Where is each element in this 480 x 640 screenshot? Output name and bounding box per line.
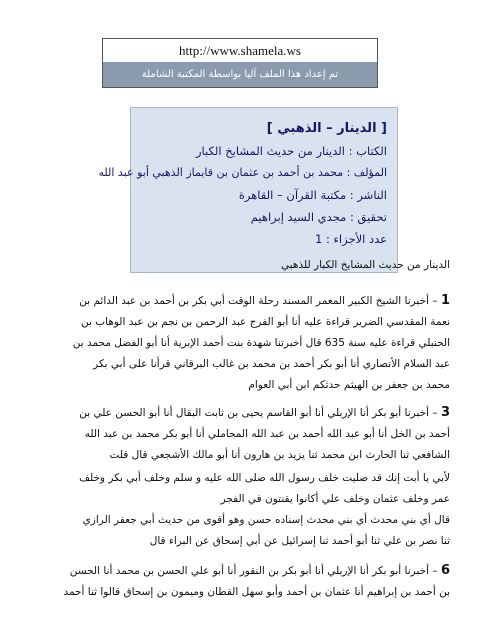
hadith-number: 6 <box>440 563 450 578</box>
paragraph-line: 6 – أخبرنا أبو بكر أنا الإربلي أنا أبو بكر بن النقور أنا أبو علي الحسن بن محمد أنا الحسن <box>69 563 450 578</box>
paragraph-1 <box>30 290 450 396</box>
book-author: المؤلف : محمد بن أحمد بن عثمان بن قايماز الذهبي أبو عبد الله <box>98 166 387 179</box>
paragraph-continuation <box>30 468 450 552</box>
body-heading: الدينار من حديث المشايخ الكبار للذهبي <box>281 259 450 271</box>
paragraph-line: عبد السلام الأنصاري أنا أبو بكر أحمد بن محمد بن غالب البرقاني قرأنا على أبي بكر <box>93 358 450 370</box>
book-editor: تحقيق : مجدي السيد إبراهيم <box>250 210 387 224</box>
paragraph-line: لأبي يا أبت إنك قد صليت خلف رسول الله صلى الله عليه و سلم وخلف أبي بكر وخلف <box>79 472 450 484</box>
paragraph-6 <box>30 560 450 603</box>
paragraph-line: نعمة المقدسي الضرير قراءة عليه أنا أبو الفرج عبد الرحمن بن نجم بن عبد الوهاب بن <box>80 316 450 328</box>
paragraph-line: الشافعي ثنا الحارث ابن محمد ثنا يزيد بن هارون أنا أبو مالك الأشجعي قال قلت <box>109 449 450 461</box>
paragraph-line: بن أحمد بن إبراهيم أنا عثمان بن أحمد وأبو سهل القطان وميمون بن إسحاق قالوا ثنا أحمد <box>63 586 450 598</box>
paragraph-line: 1 – أخبرنا الشيخ الكبير المعمر المسند رحلة الوقت أبي بكر بن أحمد بن عبد الدائم بن <box>79 293 450 308</box>
header-banner: تم إعداد هذا الملف آليا بواسطة المكتبة الشاملة <box>103 62 377 87</box>
hadith-number: 1 <box>440 293 450 308</box>
header-box <box>102 38 378 88</box>
body-heading-block <box>30 255 450 276</box>
paragraph-line: الحنبلي قراءة عليه سنة 635 قال أخبرتنا شهدة بنت أحمد الإبرية أنا أبو الفضل محمد بن <box>72 337 450 349</box>
paragraph-line: عمر وخلف عثمان وخلف علي أكانوا يقنتون في الفجر <box>220 493 450 505</box>
paragraph-line: محمد بن جعفر بن الهيثم حدثكم ابن أبي العوام <box>248 379 450 391</box>
paragraph-line: قال أي بني محدث أي بني محدث إسناده حسن وهو أقوى من حديث أبي جعفر الرازي <box>82 514 450 526</box>
paragraph-line: 3 – أخبرنا أبو بكر أنا الإربلي أنا أبو القاسم يحيى بن ثابت البقال أنا أبو الحسن علي بن <box>79 405 450 420</box>
book-volumes: عدد الأجزاء : 1 <box>315 232 387 246</box>
paragraph-line: ثنا نصر بن علي ثنا أبو أحمد ثنا إسرائيل عن أبي إسحاق عن البراء قال <box>149 535 450 547</box>
hadith-number: 3 <box>440 405 450 420</box>
book-title: [ الدينار – الذهبي ] <box>266 121 387 136</box>
book-info-box <box>98 107 398 273</box>
site-url[interactable]: http://www.shamela.ws <box>179 43 301 58</box>
book-publisher: الناشر : مكتبة القرآن – القاهرة <box>238 188 387 202</box>
paragraph-3 <box>30 402 450 466</box>
paragraph-line: أحمد بن الخل أنا أبو عبد الله أحمد بن عبد الله المحاملي أنا أبو بكر محمد بن عبد الله <box>84 428 450 440</box>
book-name: الكتاب : الدينار من حديث المشايخ الكبار <box>196 144 387 158</box>
